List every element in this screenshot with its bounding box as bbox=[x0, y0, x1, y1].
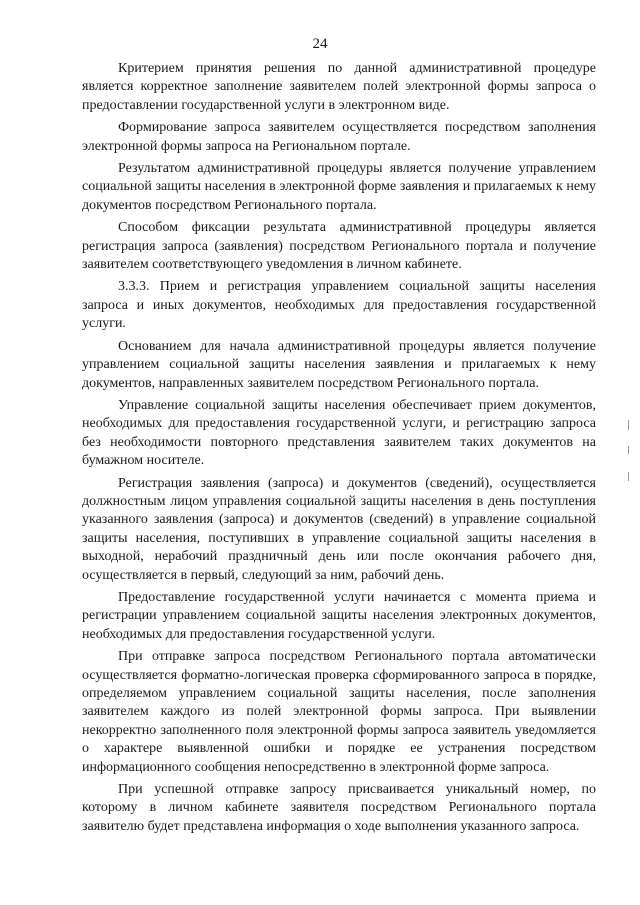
paragraph-unique-number: При успешной отправке запросу присваивается уникальный номер, по которому в личном кабинете заявителя посредством Регионального портала заявителю будет представлена информация о ходе выполнения указанного запроса. bbox=[82, 782, 596, 834]
paragraph-request-formation: Формирование запроса заявителем осуществляется посредством заполнения электронной формы запроса на Региональном портале. bbox=[82, 120, 596, 154]
scan-edge-mark bbox=[628, 472, 629, 481]
paragraph-registration: Регистрация заявления (запроса) и документов (сведений), осуществляется должностным лицом управления социальной защиты населения в день поступления указанного заявления (запроса) и документов (сведений) в управление социальной защиты населения, поступивших в управление социальной защиты населения в выходной, нерабочий праздничный день или после окончания рабочего дня, осуществляется в первый, следующий за ним, рабочий день. bbox=[82, 475, 596, 583]
paragraph-service-start: Предоставление государственной услуги начинается с момента приема и регистрации управлением социальной защиты населения электронных документов, необходимых для предоставления государственной услуги. bbox=[82, 589, 596, 642]
section-heading-3-3-3: 3.3.3. Прием и регистрация управлением социальной защиты населения запроса и иных документов, необходимых для предоставления государственной услуги. bbox=[82, 279, 596, 332]
document-body bbox=[82, 60, 596, 840]
paragraph-decision-criterion: Критерием принятия решения по данной административной процедуре является корректное заполнение заявителем полей электронной формы запроса о предоставлении государственной услуги в электронном виде. bbox=[82, 61, 596, 113]
paragraph-document-acceptance: Управление социальной защиты населения обеспечивает прием документов, необходимых для предоставления государственной услуги, и регистрацию запроса без необходимости повторного представления заявителем таких документов на бумажном носителе. bbox=[82, 397, 596, 469]
paragraph-procedure-basis: Основанием для начала административной процедуры является получение управлением социальной защиты населения заявления и прилагаемых к нему документов, направленных заявителем посредством Регионального портала. bbox=[82, 338, 596, 391]
scan-edge-mark bbox=[628, 420, 629, 430]
paragraph-procedure-result: Результатом административной процедуры является получение управлением социальной защиты населения в электронной форме заявления и прилагаемых к нему документов посредством Регионального портала. bbox=[82, 161, 596, 213]
scan-edge-mark bbox=[628, 446, 629, 454]
paragraph-result-fixation: Способом фиксации результата административной процедуры является регистрация запроса (заявления) посредством Регионального портала и получение заявителем соответствующего уведомления в личном кабинете. bbox=[82, 220, 596, 273]
paragraph-format-check: При отправке запроса посредством Регионального портала автоматически осуществляется форматно-логическая проверка сформированного запроса в порядке, определяемом управлением социальной защиты населения, после заполнения заявителем каждого из полей электронной формы запроса. При выявлении некорректно заполненного поля электронной формы запроса заявитель уведомляется о характере выявленной ошибки и порядке ее устранения посредством информационного сообщения непосредственно в электронной форме запроса. bbox=[82, 649, 596, 775]
page-number: 24 bbox=[312, 36, 328, 52]
